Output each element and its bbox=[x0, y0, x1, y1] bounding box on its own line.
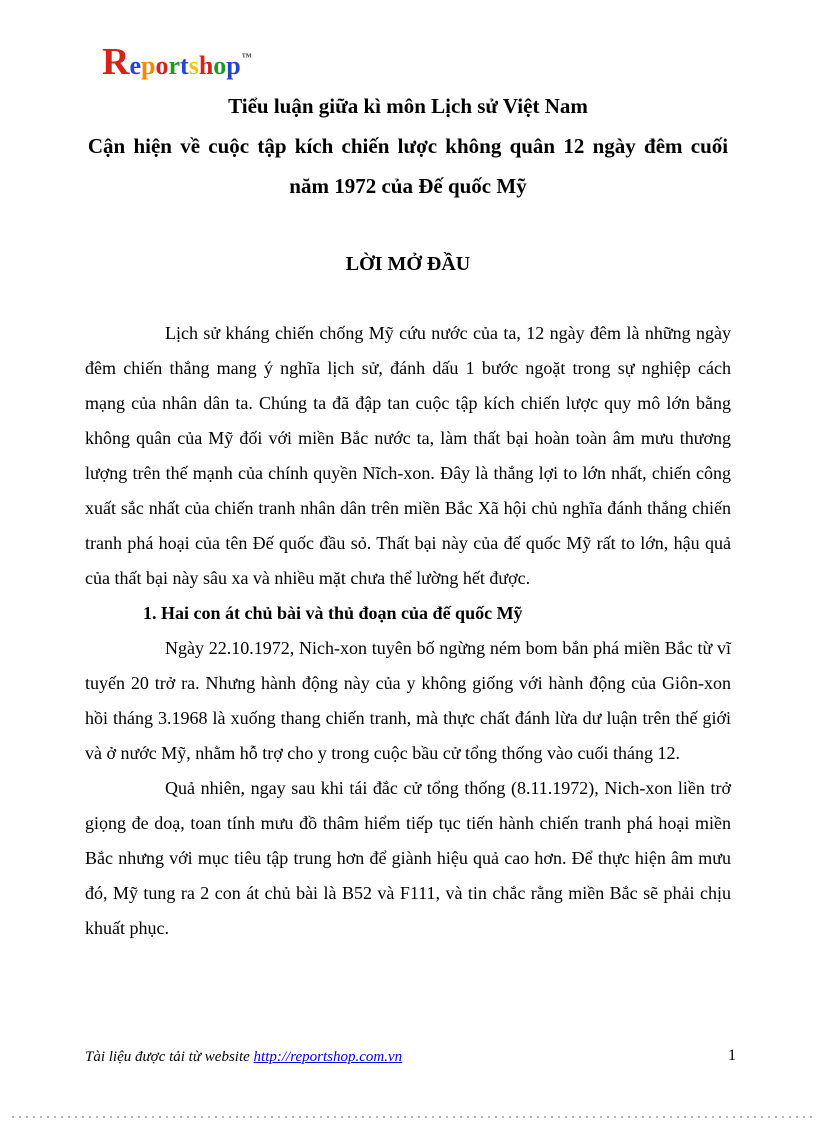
logo-letter: t bbox=[180, 51, 189, 80]
logo-letter: o bbox=[155, 51, 169, 80]
reportshop-logo bbox=[102, 38, 252, 86]
footer-link[interactable]: http://reportshop.com.vn bbox=[253, 1049, 403, 1065]
title-line-3: năm 1972 của Đế quốc Mỹ bbox=[289, 174, 527, 198]
title-line-2: Cận hiện về cuộc tập kích chiến lược không quân 12 ngày đêm cuối bbox=[87, 134, 729, 158]
paragraph-2: Ngày 22.10.1972, Nich-xon tuyên bố ngừng ném bom bắn phá miền Bắc từ vĩ tuyến 20 trở ra. Nhưng hành động này của y không giống với hành động của Giôn-xon hồi tháng 3.1968 là xuống thang chiến tranh, mà thực chất đánh lừa dư luận trên thế giới và ở nước Mỹ, nhằm hỗ trợ cho y trong cuộc bầu cử tổng thống vào cuối tháng 12. bbox=[85, 638, 731, 763]
trademark-symbol: ™ bbox=[241, 52, 252, 63]
logo-letter: e bbox=[129, 51, 141, 80]
document-title bbox=[85, 86, 731, 206]
logo-letter: o bbox=[213, 51, 227, 80]
document-body bbox=[85, 86, 731, 946]
title-line-1: Tiểu luận giữa kì môn Lịch sử Việt Nam bbox=[228, 94, 588, 118]
logo-letter: R bbox=[102, 41, 130, 83]
logo-letter: p bbox=[226, 51, 241, 80]
intro-heading: LỜI MỞ ĐẦU bbox=[345, 253, 471, 275]
paragraph-3: Quả nhiên, ngay sau khi tái đắc cử tổng thống (8.11.1972), Nich-xon liền trở giọng đe doạ, toan tính mưu đồ thâm hiểm tiếp tục tiến hành chiến tranh phá hoại miền Bắc nhưng với mục tiêu tập trung hơn để giành hiệu quả cao hơn. Để thực hiện âm mưu đó, Mỹ tung ra 2 con át chủ bài là B52 và F111, và tin chắc rằng miền Bắc sẽ phải chịu khuất phục. bbox=[85, 778, 731, 938]
page-number: 1 bbox=[728, 1047, 736, 1064]
paragraph-1: Lịch sử kháng chiến chống Mỹ cứu nước của ta, 12 ngày đêm là những ngày đêm chiến thắng mang ý nghĩa lịch sử, đánh dấu 1 bước ngoặt trong sự nghiệp cách mạng của nhân dân ta. Chúng ta đã đập tan cuộc tập kích chiến lược quy mô lớn bằng không quân của Mỹ đối với miền Bắc nước ta, làm thất bại hoàn toàn âm mưu thương lượng trên thế mạnh của chính quyền Nĩch-xon. Đây là thắng lợi to lớn nhất, chiến công xuất sắc nhất của chiến tranh nhân dân trên miền Bắc Xã hội chủ nghĩa đánh thắng chiến tranh phá hoại của tên Đế quốc đầu sỏ. Thất bại này của đế quốc Mỹ rất to lớn, hậu quả của thất bại này sâu xa và nhiều mặt chưa thể lường hết được. bbox=[85, 323, 731, 588]
footer-note: Tài liệu được tải từ website bbox=[85, 1049, 254, 1065]
page-cut-line bbox=[12, 1116, 816, 1118]
logo-letter: r bbox=[168, 51, 181, 80]
page-footer bbox=[85, 1049, 402, 1066]
logo-letter: h bbox=[198, 51, 214, 80]
logo-letter: p bbox=[141, 51, 156, 80]
section-1-heading: 1. Hai con át chủ bài và thủ đoạn của đế quốc Mỹ bbox=[143, 603, 523, 623]
logo-letter: s bbox=[188, 51, 199, 80]
